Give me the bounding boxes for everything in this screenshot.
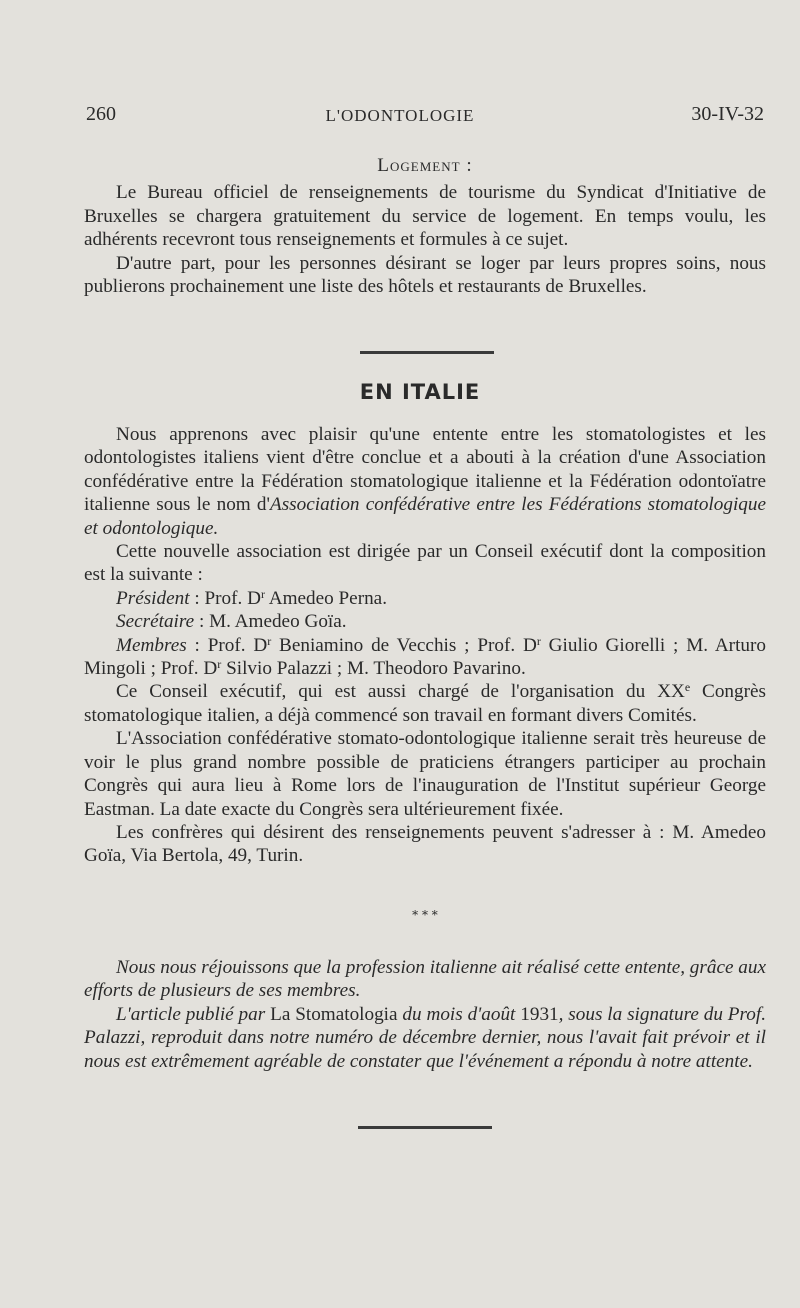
italie-p3-sup: e: [684, 680, 691, 695]
italie-paragraph-5: Les confrères qui désirent des renseignements peuvent s'adresser à : M. Amedeo Goïa, Via Bertola, 49, Turin.: [84, 821, 766, 867]
page-number: 260: [86, 103, 116, 125]
membres-text-4: Silvio Palazzi ; M. Theodoro Pavarino.: [221, 658, 526, 680]
logement-paragraph-1: Le Bureau officiel de renseignements de tourisme du Syndicat d'Initiative de Bruxelles se chargera gratuitement du service de logement. En temps voulu, les adhérents recevront tous renseignements et formules à ce sujet.: [84, 182, 766, 251]
italie-paragraph-1: [84, 423, 766, 540]
asterism: * * *: [412, 908, 438, 922]
president-sup: r: [260, 586, 265, 601]
year: 1931: [520, 1003, 559, 1025]
president-label: Président: [116, 587, 190, 609]
logement-section: [84, 154, 766, 298]
membres-text-2: Beniamino de Vecchis ; Prof. D: [271, 634, 537, 656]
italie-paragraph-3: [84, 680, 766, 727]
membres-sup-3: r: [217, 657, 222, 672]
closing-paragraph-1: Nous nous réjouissons que la profession italienne ait réalisé cette entente, grâce aux efforts de plusieurs de ses membres.: [84, 957, 766, 1002]
association-name: Association confédérative entre les Fédérations stomatologique et odontologique.: [84, 494, 766, 539]
italie-section: [84, 423, 766, 868]
italie-p1-text: Nous apprenons avec plaisir qu'une entente entre les stomatologistes et les odontologistes italiens vient d'être conclue et a abouti à la création d'une Association confédérative entre la Fédération stomatologique italienne et la Fédération odontoïatre italienne sous le nom d': [84, 424, 766, 516]
italie-p3-text-b: Congrès stomatologique italien, a déjà commencé son travail en formant divers Comités.: [84, 681, 766, 726]
running-title: L'ODONTOLOGIE: [325, 106, 475, 125]
secretaire-label: Secrétaire: [116, 611, 195, 633]
logement-title: Logement :: [377, 155, 473, 176]
membres-text-1: : Prof. D: [194, 634, 268, 656]
president-line: [84, 587, 766, 610]
italie-paragraph-4: L'Association confédérative stomato-odontologique italienne serait très heureuse de voir le plus grand nombre possible de praticiens étrangers participer au prochain Congrès qui aura lieu à Rome lors de l'inauguration de l'Institut supérieur George Eastman. La date exacte du Congrès sera ultérieurement fixée.: [84, 728, 766, 820]
closing-section: [84, 956, 766, 1073]
italie-paragraph-2: Cette nouvelle association est dirigée par un Conseil exécutif dont la composition est la suivante :: [84, 541, 766, 586]
membres-sup-1: r: [267, 633, 272, 648]
secretaire-value: : M. Amedeo Goïa.: [198, 611, 347, 633]
end-divider: [358, 1126, 492, 1129]
membres-text-3: Giulio Giorelli ; M. Arturo Mingoli ; Prof. D: [84, 634, 766, 680]
closing-p2-e: , sous la signature du Prof. Palazzi, reproduit dans notre numéro de décembre dernier, nous l'avait fait prévoir et il nous est extrêmement agréable de constater que l'événement a répondu à notre attente.: [84, 1003, 766, 1072]
membres-label: Membres: [116, 634, 187, 656]
section-divider: [360, 351, 494, 354]
journal-name: La Stomatologia: [270, 1003, 398, 1025]
president-value: : Prof. D: [194, 587, 261, 609]
closing-p2-a: L'article publié par: [116, 1003, 271, 1025]
closing-p2-c: du mois d'août: [397, 1003, 521, 1025]
membres-line: [84, 634, 766, 681]
secretaire-line: [84, 610, 766, 633]
section-heading-en-italie: EN ITALIE: [359, 380, 481, 404]
closing-paragraph-2: [84, 1003, 766, 1073]
issue-date: 30-IV-32: [691, 103, 764, 125]
membres-sup-2: r: [536, 633, 541, 648]
president-name: Amedeo Perna.: [264, 587, 387, 609]
logement-paragraph-2: D'autre part, pour les personnes désirant se loger par leurs propres soins, nous publierons prochainement une liste des hôtels et restaurants de Bruxelles.: [84, 252, 766, 298]
italie-p3-text-a: Ce Conseil exécutif, qui est aussi chargé de l'organisation du XX: [116, 681, 685, 703]
